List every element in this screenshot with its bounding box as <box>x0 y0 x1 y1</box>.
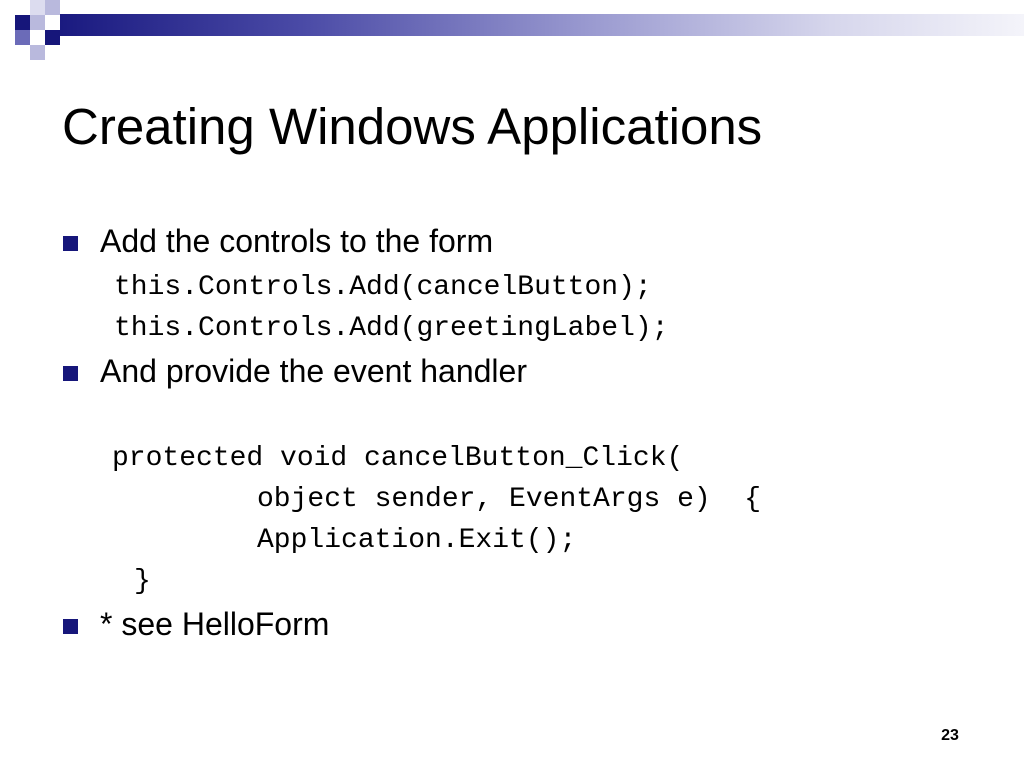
slide-title: Creating Windows Applications <box>62 98 763 155</box>
decor-square <box>15 15 30 30</box>
gradient-bar <box>60 14 1024 36</box>
decor-square <box>15 30 30 45</box>
bullet-square-icon <box>63 236 78 251</box>
decor-square <box>45 0 60 15</box>
bullet-item <box>100 222 493 260</box>
page-number: 23 <box>941 727 959 744</box>
code-line: object sender, EventArgs e) { <box>257 484 762 515</box>
bullet-square-icon <box>63 366 78 381</box>
bullet-square-icon <box>63 619 78 634</box>
top-banner-decoration <box>0 0 1024 60</box>
bullet-item <box>100 352 527 390</box>
decor-square <box>30 30 45 45</box>
decor-square <box>30 0 45 15</box>
decor-square <box>45 15 60 30</box>
code-line: this.Controls.Add(greetingLabel); <box>114 313 669 344</box>
decor-square <box>45 30 60 45</box>
bullet-text: Add the controls to the form <box>100 223 494 259</box>
code-line: } <box>134 566 151 597</box>
decor-square <box>30 15 45 30</box>
bullet-text: And provide the event handler <box>100 353 527 389</box>
bullet-item <box>100 605 329 643</box>
code-line: Application.Exit(); <box>257 525 577 556</box>
bullet-text: * see HelloForm <box>100 606 330 642</box>
code-line: protected void cancelButton_Click( <box>112 443 684 474</box>
code-line: this.Controls.Add(cancelButton); <box>114 272 652 303</box>
decor-square <box>30 45 45 60</box>
